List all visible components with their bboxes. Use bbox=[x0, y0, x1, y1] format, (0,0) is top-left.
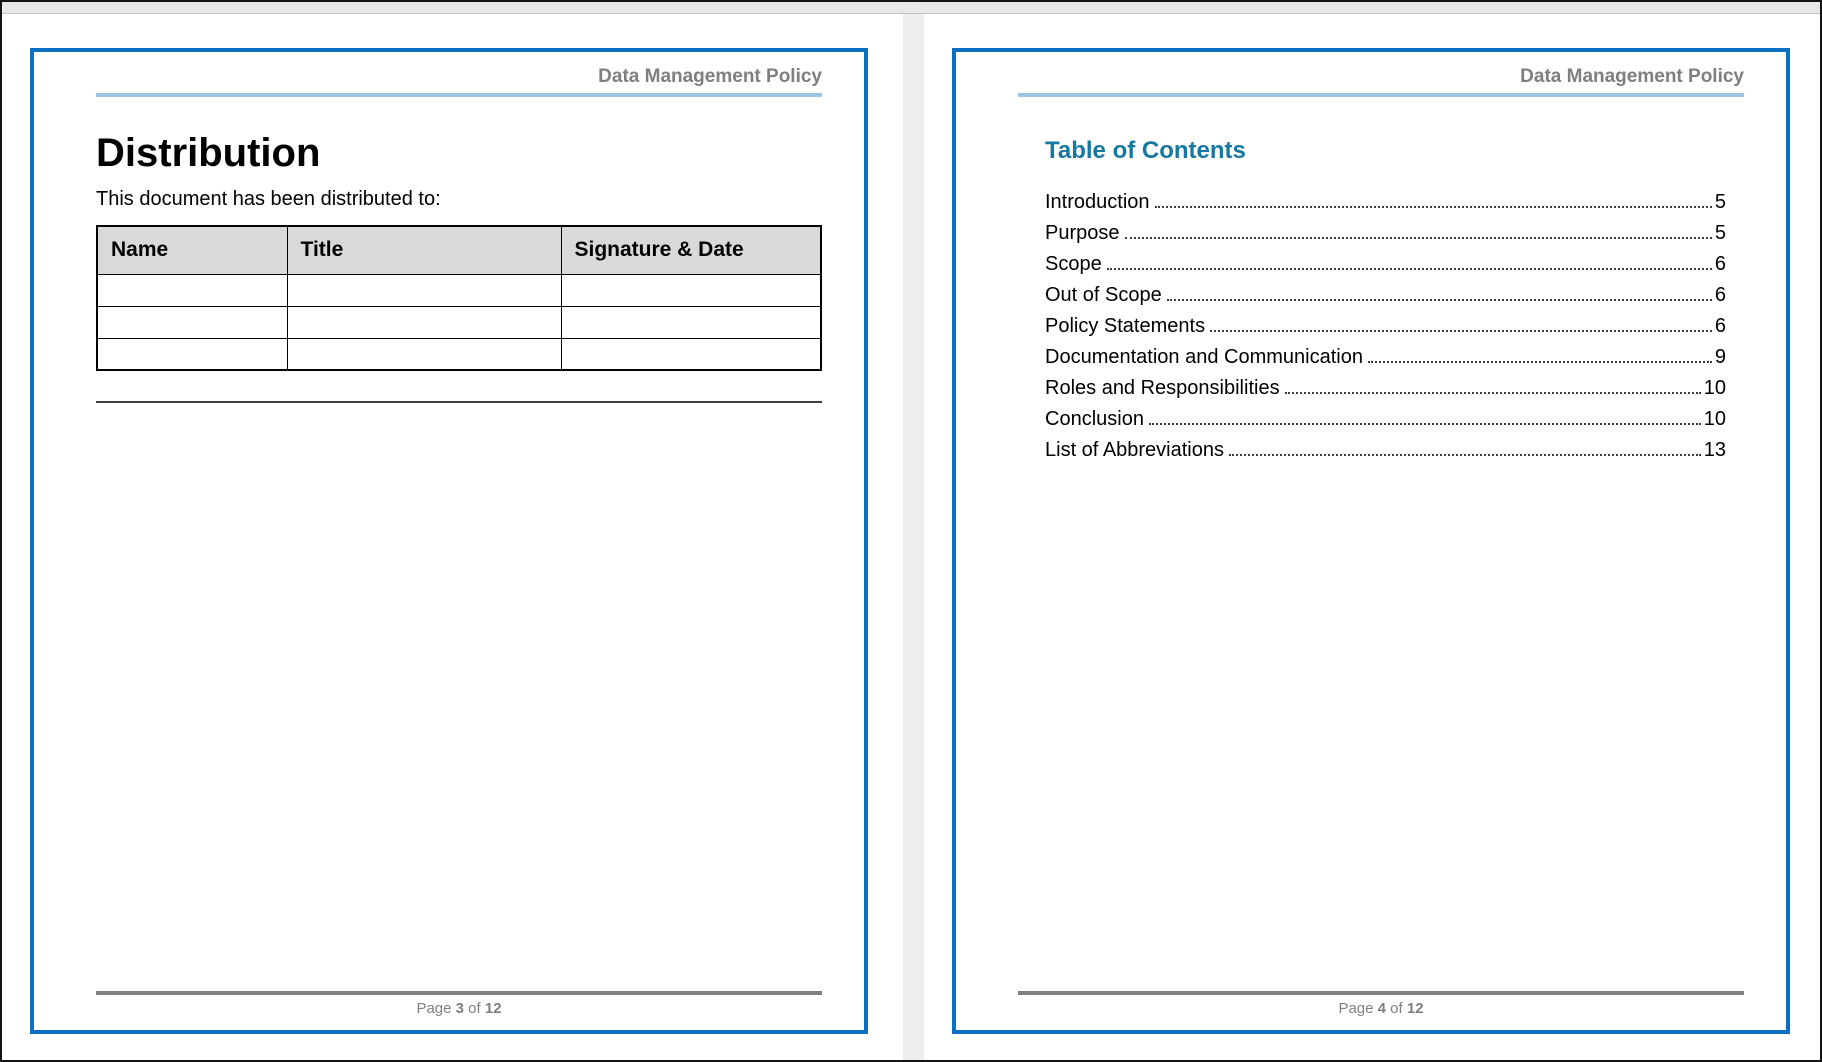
toc-entry-page: 5 bbox=[1714, 222, 1726, 244]
section-divider bbox=[96, 401, 822, 403]
toc-entry-documentation-communication[interactable] bbox=[1045, 346, 1726, 377]
toc-dot-leader bbox=[1368, 361, 1712, 363]
toc-entry-page: 6 bbox=[1714, 315, 1726, 337]
page-3-content bbox=[96, 52, 822, 1030]
toc-dot-leader bbox=[1167, 299, 1712, 301]
toc-entry-label: Purpose bbox=[1045, 222, 1120, 244]
page-footer bbox=[1018, 991, 1744, 1018]
page-number-text bbox=[96, 1000, 822, 1018]
toc-entry-out-of-scope[interactable] bbox=[1045, 284, 1726, 315]
page-gap bbox=[903, 14, 924, 1060]
distribution-table bbox=[96, 225, 822, 371]
footer-word-page: Page bbox=[416, 1000, 452, 1017]
footer-word-page: Page bbox=[1338, 1000, 1374, 1017]
toc-entry-page: 10 bbox=[1703, 408, 1726, 430]
column-header-title: Title bbox=[287, 226, 561, 274]
table-cell[interactable] bbox=[287, 274, 561, 306]
footer-page-total: 12 bbox=[484, 1000, 502, 1017]
table-header-row bbox=[97, 226, 821, 274]
column-header-signature-date: Signature & Date bbox=[561, 226, 821, 274]
footer-rule bbox=[96, 991, 822, 995]
toc-entry-introduction[interactable] bbox=[1045, 191, 1726, 222]
header-rule bbox=[1018, 93, 1744, 97]
table-row bbox=[97, 306, 821, 338]
table-cell[interactable] bbox=[561, 274, 821, 306]
footer-page-number: 4 bbox=[1377, 1000, 1386, 1017]
table-cell[interactable] bbox=[561, 338, 821, 370]
toc-entry-label: Policy Statements bbox=[1045, 315, 1206, 337]
page-title: Distribution bbox=[96, 131, 321, 175]
toc-dot-leader bbox=[1285, 392, 1701, 394]
footer-page-number: 3 bbox=[455, 1000, 464, 1017]
table-cell[interactable] bbox=[97, 338, 287, 370]
column-header-name: Name bbox=[97, 226, 287, 274]
toc-entry-page: 13 bbox=[1703, 439, 1726, 461]
page-4-content bbox=[1018, 52, 1744, 1030]
footer-page-total: 12 bbox=[1406, 1000, 1424, 1017]
toc-entry-roles-responsibilities[interactable] bbox=[1045, 377, 1726, 408]
toc-entry-scope[interactable] bbox=[1045, 253, 1726, 284]
toc-dot-leader bbox=[1107, 268, 1712, 270]
toc-entry-label: Roles and Responsibilities bbox=[1045, 377, 1280, 399]
toc-entry-label: Scope bbox=[1045, 253, 1102, 275]
toc-entry-list-of-abbreviations[interactable] bbox=[1045, 439, 1726, 470]
page-number-text bbox=[1018, 1000, 1744, 1018]
table-cell[interactable] bbox=[561, 306, 821, 338]
toc-dot-leader bbox=[1210, 330, 1712, 332]
table-cell[interactable] bbox=[287, 306, 561, 338]
page-3 bbox=[30, 48, 868, 1034]
toc-entry-page: 6 bbox=[1714, 284, 1726, 306]
footer-word-of: of bbox=[468, 1000, 481, 1017]
viewer-top-strip bbox=[2, 2, 1820, 14]
table-cell[interactable] bbox=[97, 274, 287, 306]
toc-entry-page: 9 bbox=[1714, 346, 1726, 368]
intro-paragraph: This document has been distributed to: bbox=[96, 188, 441, 210]
document-header-title: Data Management Policy bbox=[1520, 66, 1744, 87]
toc-entry-label: Conclusion bbox=[1045, 408, 1144, 430]
toc-entry-label: Documentation and Communication bbox=[1045, 346, 1363, 368]
toc-entry-purpose[interactable] bbox=[1045, 222, 1726, 253]
toc-entry-policy-statements[interactable] bbox=[1045, 315, 1726, 346]
toc-dot-leader bbox=[1229, 454, 1701, 456]
document-header-title: Data Management Policy bbox=[598, 66, 822, 87]
toc-entry-label: Introduction bbox=[1045, 191, 1150, 213]
page-4 bbox=[952, 48, 1790, 1034]
table-row bbox=[97, 338, 821, 370]
toc-dot-leader bbox=[1125, 237, 1712, 239]
page-footer bbox=[96, 991, 822, 1018]
toc-entry-page: 6 bbox=[1714, 253, 1726, 275]
table-row bbox=[97, 274, 821, 306]
toc-entry-label: List of Abbreviations bbox=[1045, 439, 1224, 461]
toc-list bbox=[1018, 191, 1744, 470]
toc-dot-leader bbox=[1155, 206, 1712, 208]
toc-entry-page: 10 bbox=[1703, 377, 1726, 399]
table-cell[interactable] bbox=[97, 306, 287, 338]
toc-title: Table of Contents bbox=[1045, 137, 1246, 164]
footer-word-of: of bbox=[1390, 1000, 1403, 1017]
toc-dot-leader bbox=[1149, 423, 1701, 425]
table-cell[interactable] bbox=[287, 338, 561, 370]
toc-entry-label: Out of Scope bbox=[1045, 284, 1162, 306]
toc-entry-page: 5 bbox=[1714, 191, 1726, 213]
toc-entry-conclusion[interactable] bbox=[1045, 408, 1726, 439]
header-rule bbox=[96, 93, 822, 97]
footer-rule bbox=[1018, 991, 1744, 995]
